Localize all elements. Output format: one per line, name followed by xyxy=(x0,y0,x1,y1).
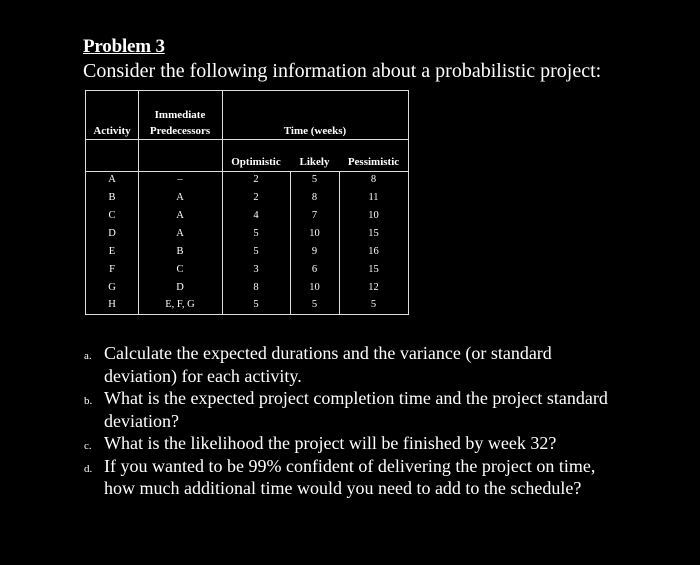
cell-activity: G xyxy=(108,282,116,293)
header-time-weeks: Time (weeks) xyxy=(283,125,347,137)
cell-optimistic: 2 xyxy=(253,192,259,203)
question-marker: c. xyxy=(84,440,92,452)
cell-likely: 10 xyxy=(309,228,320,239)
intro-text: Consider the following information about a probabilistic project: xyxy=(83,60,602,82)
cell-predecessors: A xyxy=(176,192,184,203)
cell-predecessors: B xyxy=(176,246,184,257)
question-text: What is the likelihood the project will be finished by week 32? xyxy=(104,433,557,453)
cell-likely: 5 xyxy=(311,299,318,310)
cell-likely: 6 xyxy=(311,264,318,275)
cell-activity: C xyxy=(108,210,116,221)
grid-line xyxy=(86,139,408,140)
cell-likely: 10 xyxy=(309,282,320,293)
cell-activity: D xyxy=(108,228,116,239)
question-text: What is the expected project completion time and the project standard deviation? xyxy=(104,388,608,431)
cell-predecessors: – xyxy=(177,174,183,185)
cell-optimistic: 2 xyxy=(253,174,259,185)
cell-predecessors: E, F, G xyxy=(165,299,195,310)
header-likely: Likely xyxy=(299,156,330,168)
question-d xyxy=(84,455,629,500)
question-text: Calculate the expected durations and the variance (or standard deviation) for each activity. xyxy=(104,343,552,386)
cell-pessimistic: 5 xyxy=(370,299,377,310)
cell-predecessors: A xyxy=(176,210,184,221)
cell-predecessors: D xyxy=(176,282,184,293)
cell-optimistic: 5 xyxy=(253,246,259,257)
question-marker: d. xyxy=(84,462,93,475)
cell-likely: 7 xyxy=(311,210,318,221)
header-predecessors-line2: Predecessors xyxy=(149,125,211,137)
question-c xyxy=(84,432,629,455)
question-text: If you wanted to be 99% confident of delivering the project on time, how much additional time would you need to add to the schedule? xyxy=(104,455,596,498)
activity-table xyxy=(85,90,409,315)
cell-likely: 5 xyxy=(311,174,318,185)
cell-pessimistic: 16 xyxy=(368,246,379,257)
cell-predecessors: C xyxy=(176,264,184,275)
cell-predecessors: A xyxy=(176,228,184,239)
cell-pessimistic: 10 xyxy=(368,210,379,221)
cell-pessimistic: 11 xyxy=(368,192,379,203)
question-a xyxy=(84,342,629,387)
cell-pessimistic: 15 xyxy=(368,264,379,275)
cell-activity: E xyxy=(108,246,116,257)
cell-optimistic: 4 xyxy=(253,210,259,221)
header-predecessors-line1: Immediate xyxy=(154,109,206,121)
cell-optimistic: 3 xyxy=(253,264,259,275)
header-activity: Activity xyxy=(93,125,131,137)
cell-likely: 9 xyxy=(311,246,318,257)
cell-pessimistic: 8 xyxy=(370,174,377,185)
question-list xyxy=(84,342,629,500)
cell-activity: B xyxy=(108,192,116,203)
cell-optimistic: 8 xyxy=(253,282,259,293)
header-optimistic: Optimistic xyxy=(231,156,281,168)
question-marker: b. xyxy=(84,395,93,407)
cell-pessimistic: 12 xyxy=(368,282,379,293)
cell-optimistic: 5 xyxy=(253,299,259,310)
cell-activity: H xyxy=(108,299,116,310)
question-b xyxy=(84,387,629,432)
cell-activity: A xyxy=(108,174,116,185)
cell-optimistic: 5 xyxy=(253,228,259,239)
question-marker: a. xyxy=(84,350,92,362)
cell-likely: 8 xyxy=(311,192,318,203)
cell-activity: F xyxy=(109,264,115,275)
problem-title: Problem 3 xyxy=(83,36,165,57)
cell-pessimistic: 15 xyxy=(368,228,379,239)
header-pessimistic: Pessimistic xyxy=(347,156,400,168)
